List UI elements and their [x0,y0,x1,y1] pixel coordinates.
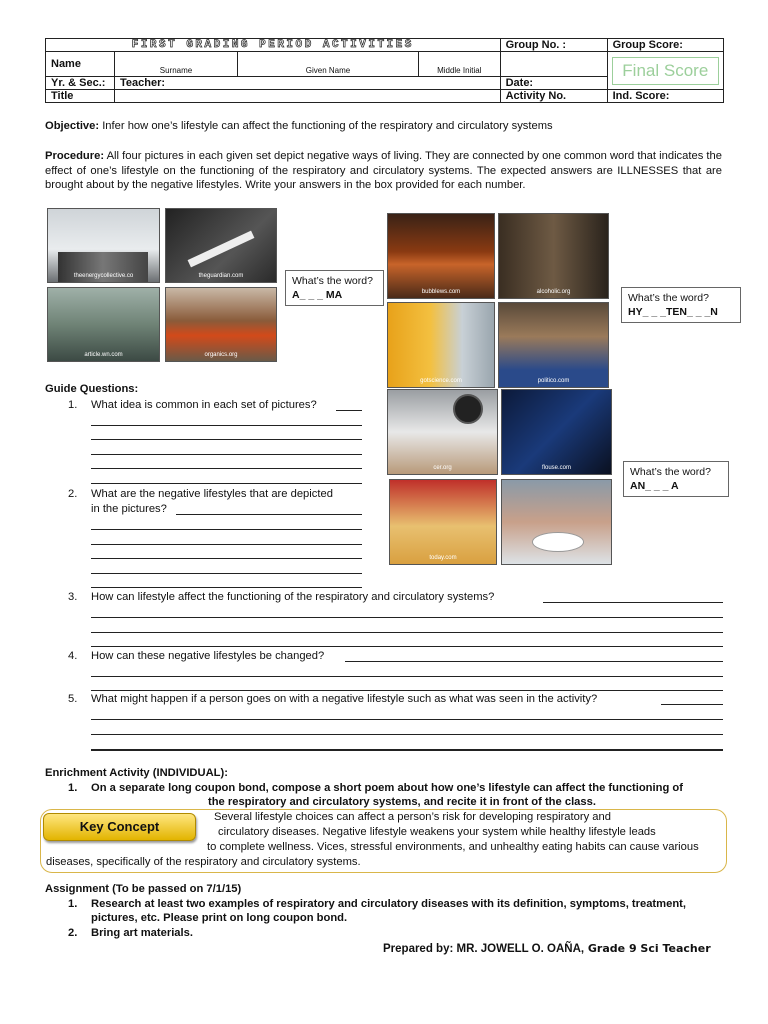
procedure [45,149,722,193]
answer-line[interactable] [91,439,362,440]
photo-burning-trash [165,287,277,362]
answer-line[interactable] [91,676,723,677]
group-score-label: Group Score: [607,39,723,52]
given-name-field[interactable] [238,52,419,65]
answer-line[interactable] [91,617,723,618]
answer-line[interactable] [661,704,723,705]
answer-line[interactable] [91,425,362,426]
assignment-item: Research at least two examples of respiratory and circulatory diseases with its definition, symptoms, treatment, [91,898,686,910]
assignment-item-cont: pictures, etc. Please print on long coupon bond. [91,912,348,924]
answer-line[interactable] [91,558,362,559]
assignment-number: 2. [68,927,78,939]
answer-line[interactable] [91,690,723,691]
objective [45,119,725,134]
key-concept-line: circulatory diseases. Negative lifestyle weakens your system while healthy lifestyle leads [218,826,656,838]
photo-caption: alcoholic.org [536,289,571,295]
q2-text: What are the negative lifestyles that are depicted [91,488,333,500]
photo-beer [387,302,495,388]
photo-fast-food [498,302,609,388]
given-name-caption: Given Name [238,64,419,77]
preparer-name: Prepared by: MR. JOWELL O. OAÑA, [383,943,585,955]
q1-text: What idea is common in each set of pictures? [91,399,317,411]
word-hint: AN_ _ _ A [630,480,679,492]
q4-text: How can these negative lifestyles be changed? [91,650,325,662]
assignment-item: Bring art materials. [91,927,193,939]
activity-title-cell [46,39,501,52]
q2-number: 2. [68,488,78,500]
word-hint: HY_ _ _TEN_ _ _N [628,306,718,318]
photo-caption: theguardian.com [198,273,244,279]
word-box-1[interactable] [285,270,384,306]
word-prompt: What’s the word? [628,292,709,304]
photo-caption: flouse.com [541,465,571,471]
assignment-number: 1. [68,898,78,910]
photo-caption: gotscience.com [420,378,462,384]
answer-line[interactable] [176,514,362,515]
answer-line[interactable] [91,749,723,751]
key-concept-badge: Key Concept [43,813,196,841]
preparer-role: Grade 9 Sci Teacher [584,942,711,955]
word-hint: A_ _ _ MA [292,289,343,301]
title-label: Title [46,90,115,103]
photo-smokestacks [47,208,160,283]
photo-computer-night [501,389,612,475]
key-concept-line: Several lifestyle choices can affect a person’s risk for developing respiratory and [214,811,611,823]
q5-number: 5. [68,693,78,705]
surname-field[interactable] [115,52,238,65]
objective-label: Objective: [45,120,100,132]
procedure-text: All four pictures in each given set depict negative ways of living. They are connected by one common word that indicates the effect of one’s lifestyle on the functioning of the respiratory and circulatory systems. The expected answers are ILLNESSES that are brought about by the negative lifestyles. Write your answers in the box provided for each number. [45,150,722,192]
answer-line[interactable] [543,602,723,603]
answer-line[interactable] [345,661,723,662]
answer-line[interactable] [91,646,723,647]
word-box-2[interactable] [621,287,741,323]
enrichment-heading: Enrichment Activity (INDIVIDUAL): [45,767,228,779]
answer-line[interactable] [91,468,362,469]
photo-kids-chips [389,479,497,565]
enrichment-item-cont: the respiratory and circulatory systems, and recite it in front of the class. [208,796,596,808]
photo-caption: theenergycollective.co [73,273,134,279]
q1-number: 1. [68,399,78,411]
answer-line[interactable] [91,483,362,484]
assignment-heading: Assignment (To be passed on 7/1/15) [45,883,242,895]
photo-caption: cer.org [433,465,452,471]
middle-initial-field[interactable] [419,52,501,65]
group-no-field[interactable] [500,52,607,77]
word-box-3[interactable] [623,461,729,497]
photo-stressed-woman [387,389,498,475]
photo-boy-vegetables [501,479,612,565]
word-prompt: What’s the word? [292,275,373,287]
final-score-cell [607,52,723,90]
answer-line[interactable] [91,573,362,574]
name-label: Name [46,52,115,77]
photo-caption: article.wn.com [84,352,123,358]
answer-line[interactable] [91,529,362,530]
ind-score-label: Ind. Score: [607,90,723,103]
photo-caption: politico.com [537,378,570,384]
q2-text-cont: in the pictures? [91,503,167,515]
objective-text: Infer how one’s lifestyle can affect the functioning of the respiratory and circulatory systems [99,120,553,132]
answer-line[interactable] [91,587,362,588]
photo-caption: organics.org [204,352,238,358]
enrichment-item: On a separate long coupon bond, compose a short poem about how one’s lifestyle can affect the functioning of [91,782,683,794]
activity-title: FIRST GRADING PERIOD ACTIVITIES [131,39,414,51]
photo-drinking-man [498,213,609,299]
answer-line[interactable] [91,719,723,720]
title-field[interactable] [115,90,501,103]
group-no-label: Group No. : [500,39,607,52]
q3-number: 3. [68,591,78,603]
photo-car-exhaust [47,287,160,362]
procedure-label: Procedure: [45,150,105,162]
activity-no-label: Activity No. [500,90,607,103]
date-label: Date: [500,77,607,90]
final-score-box: Final Score [612,57,719,85]
middle-initial-caption: Middle Initial [419,64,501,77]
key-concept-line: to complete wellness. Vices, stressful environments, and unhealthy eating habits can cause various [207,841,699,853]
guide-heading: Guide Questions: [45,383,139,395]
answer-line[interactable] [91,454,362,455]
word-prompt: What’s the word? [630,466,711,478]
enrichment-number: 1. [68,782,78,794]
answer-line[interactable] [91,544,362,545]
answer-line[interactable] [91,632,723,633]
photo-caption: today.com [429,555,457,561]
answer-line[interactable] [336,410,362,411]
q5-text: What might happen if a person goes on with a negative lifestyle such as what was seen in the activity? [91,693,598,705]
teacher-label: Teacher: [115,77,501,90]
answer-line[interactable] [91,734,723,735]
photo-roast-pig [387,213,495,299]
surname-caption: Surname [115,64,238,77]
q3-text: How can lifestyle affect the functioning of the respiratory and circulatory systems? [91,591,495,603]
photo-cigarette [165,208,277,283]
q4-number: 4. [68,650,78,662]
photo-caption: bubblews.com [421,289,461,295]
yr-sec-label: Yr. & Sec.: [46,77,115,90]
header-table [45,38,724,103]
prepared-by [383,942,711,955]
key-concept-line: diseases, specifically of the respiratory and circulatory systems. [46,856,361,868]
